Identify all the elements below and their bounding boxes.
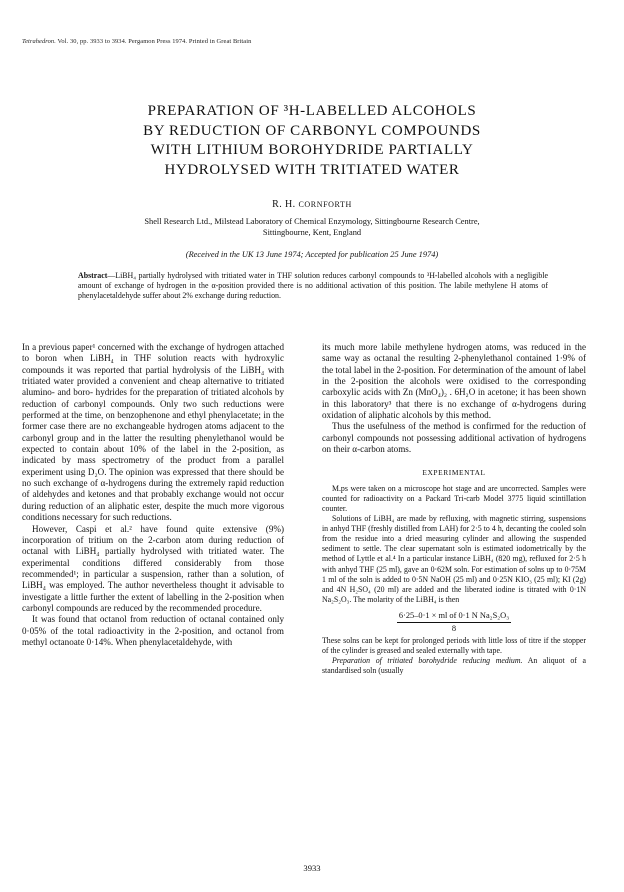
title-line: WITH LITHIUM BOROHYDRIDE PARTIALLY [150, 142, 474, 158]
body-paragraph: It was found that octanol from reduction of octanal contained only 0·05% of the total radioactivity in the 2-position, and octanol from methyl octanoate 0·14%. When phenylacetaldehyde, with [22, 614, 284, 647]
author-surname: CORNFORTH [298, 200, 352, 209]
abstract-text: —LiBH₄ partially hydrolysed with tritiated water in THF solution reduces carbonyl compounds to ³H-labelled alcohols with a negligible amount of exchange of hydrogen in the α-position provided there is no additional activation of this position. The labile methylene H atoms of phenylacetaldehyde suffer about 2% exchange during reduction. [78, 271, 548, 301]
body-paragraph: its much more labile methylene hydrogen atoms, was reduced in the same way as octanal the resulting 2-phenylethanol contained 1·9% of the total label in the 2-position. For determination of the amount of label in the 2-position the alcohols were oxidised to the corresponding carboxylic acids with Zn (MnO₄)₂ . 6H₂O in acetone; it has been shown in this laboratory³ that there is no exchange of α-hydrogens during oxidation of aliphatic alcohols by this method. [322, 342, 586, 421]
experimental-section [322, 484, 586, 677]
abstract-heading: Abstract [78, 271, 108, 280]
received-dates: (Received in the UK 13 June 1974; Accepted for publication 25 June 1974) [185, 250, 439, 259]
formula-denominator: 8 [451, 623, 457, 633]
running-head [22, 38, 251, 45]
subsection-heading: Preparation of tritiated borohydride reducing medium. [332, 656, 523, 666]
citation-details: Vol. 30, pp. 3933 to 3934. Pergamon Press 1974. Printed in Great Britain [55, 38, 252, 45]
subsection-text: An aliquot of a standardised soln (usually [322, 656, 586, 676]
author-initials: R. H. [272, 199, 299, 210]
title-line: HYDROLYSED WITH TRITIATED WATER [164, 161, 460, 178]
body-paragraph: Thus the usefulness of the method is confirmed for the reduction of carbonyl compounds not possessing additional activation of hydrogens on their α-carbon atoms. [322, 421, 586, 455]
title-line: PREPARATION OF ³H-LABELLED ALCOHOLS [147, 103, 477, 119]
page-number: 3933 [303, 863, 321, 873]
author-name [0, 199, 624, 210]
title-line: BY REDUCTION OF CARBONYL COMPOUNDS [143, 122, 481, 139]
affiliation-line: Shell Research Ltd., Milstead Laboratory of Chemical Enzymology, Sittingbourne Research Centre, [144, 217, 480, 226]
experimental-paragraph: These solns can be kept for prolonged periods with little loss of titre if the stopper of the cylinder is greased and sealed externally with tape. [322, 635, 586, 655]
right-column [322, 342, 586, 676]
article-title [80, 102, 544, 180]
affiliation-line: Sittingbourne, Kent, England [262, 228, 362, 237]
affiliation [60, 216, 564, 238]
section-heading-experimental: EXPERIMENTAL [422, 468, 486, 478]
molarity-formula [322, 610, 586, 634]
body-paragraph: However, Caspi et al.² have found quite extensive (9%) incorporation of tritium on the 2-carbon atom during reduction of octanal with LiBH₄ partially hydrolysed with tritiated water. The experimental conditions differed considerably from those recommended¹; in particular a suspension, rather than a solution, of LiBH₄ was employed. The author nevertheless thought it advisable to investigate a little further the extent of labelling in the 2-position when carbonyl compounds are reduced by the recommended procedure. [22, 523, 284, 613]
abstract [78, 271, 548, 302]
experimental-paragraph [322, 656, 586, 676]
formula-numerator: 6·25–0·1 × ml of 0·1 N Na₂S₂O₃ [397, 610, 511, 623]
left-column [22, 342, 284, 648]
body-paragraph: In a previous paper¹ concerned with the exchange of hydrogen attached to boron when LiBH₄ in THF solution reacts with hydroxylic compounds it was reported that partial hydrolysis of the LiBH₄ with tritiated water provided a convenient and cheap alternative to tritiated alumino- and boro- hydrides for the preparation of tritiated alcohols by reduction of carbonyl compounds. Only two such reductions were performed at the time, on benzophenone and ethyl phenylacetate; in the former case there are no exchangeable hydrogen atoms adjacent to the carbonyl group and in the latter the resulting phenylethanol would be expected to contain about 10% of the label in the 2-position, as indicated by mass spectrometry of the product from a parallel experiment using D₂O. The opinion was expressed that there should be no such exchange of α-hydrogens during the extremely rapid reduction of aldehydes and ketones and that probably exchange would not occur during reduction of an aliphatic ester, despite the much more vigorous conditions necessary for such reductions. [22, 342, 284, 523]
experimental-paragraph: Solutions of LiBH₄ are made by refluxing, with magnetic stirring, suspensions in anhyd THF (freshly distilled from LAH) for 2·5 to 4 h, decanting the cooled soln from the residue into a dried measuring cylinder and allowing the suspended sediment to settle. The clear supernatant soln is estimated iodometrically by the method of Lyttle et al.⁴ In a particular instance LiBH₄ (820 mg), refluxed for 2·5 h with anhyd THF (25 ml), gave an 0·62M soln. For estimation of solns up to 0·75M 1 ml of the soln is added to 0·5N NaOH (25 ml) and 0·25N KIO₃ (25 ml); KI (2g) and 4N H₂SO₄ (20 ml) are added and the liberated iodine is titrated with 0·1N Na₂S₂O₃. The molarity of the LiBH₄ is then [322, 514, 586, 604]
experimental-paragraph: M.ps were taken on a microscope hot stage and are uncorrected. Samples were counted for radioactivity on a Packard Tri-carb Model 3775 liquid scintillation counter. [322, 483, 586, 513]
journal-name: Tetrahedron. [22, 38, 56, 45]
